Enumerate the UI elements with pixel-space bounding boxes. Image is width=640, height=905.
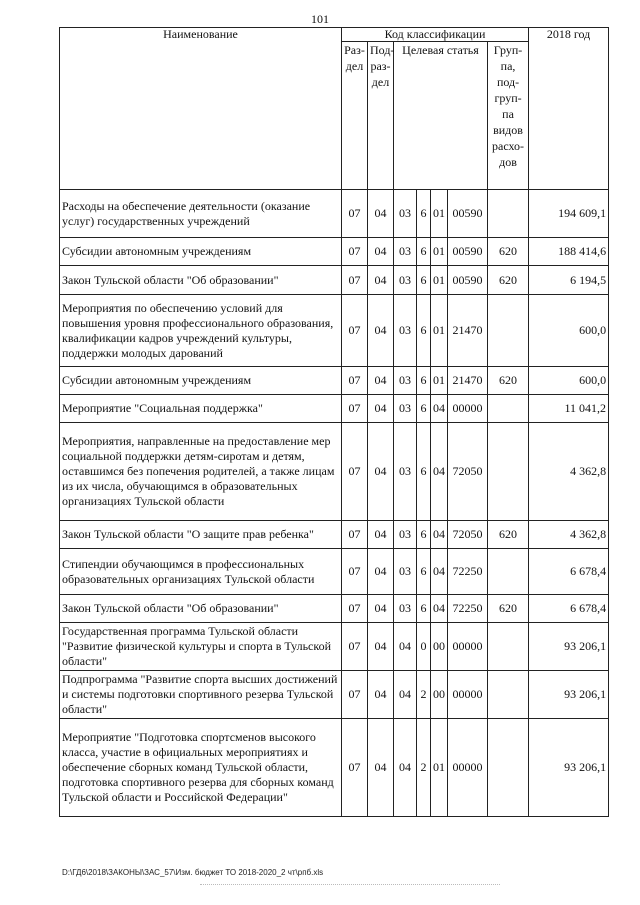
row-name: Закон Тульской области "О защите прав ребенка" <box>60 521 342 549</box>
row-name: Субсидии автономным учреждениям <box>60 367 342 395</box>
header-group: Груп- па, под- груп- па видов расхо- дов <box>488 42 529 190</box>
row-target-event: 00 <box>431 623 448 671</box>
row-amount: 188 414,6 <box>529 238 609 266</box>
row-target-event: 01 <box>431 266 448 295</box>
row-target-event: 01 <box>431 190 448 238</box>
row-razdel: 07 <box>342 266 368 295</box>
row-target-direction: 72050 <box>448 423 488 521</box>
row-name: Закон Тульской области "Об образовании" <box>60 595 342 623</box>
row-target-subprogram: 6 <box>417 367 431 395</box>
row-target-subprogram: 2 <box>417 719 431 817</box>
row-podrazdel: 04 <box>368 238 394 266</box>
table-row <box>60 367 609 395</box>
row-razdel: 07 <box>342 521 368 549</box>
row-target-direction: 00590 <box>448 266 488 295</box>
row-amount: 11 041,2 <box>529 395 609 423</box>
row-expense-group: 620 <box>488 266 529 295</box>
row-razdel: 07 <box>342 595 368 623</box>
table-row <box>60 595 609 623</box>
row-razdel: 07 <box>342 238 368 266</box>
table-row <box>60 190 609 238</box>
row-target-program: 03 <box>394 395 417 423</box>
table-row <box>60 671 609 719</box>
row-target-event: 01 <box>431 295 448 367</box>
row-name: Мероприятие "Подготовка спортсменов высокого класса, участие в официальных мероприятиях и обеспечение сборных команд Тульской области, подготовка спортивного резерва для сборных команд Тульской области и Российской Федерации" <box>60 719 342 817</box>
row-target-direction: 21470 <box>448 367 488 395</box>
row-target-subprogram: 6 <box>417 549 431 595</box>
row-amount: 194 609,1 <box>529 190 609 238</box>
row-amount: 4 362,8 <box>529 521 609 549</box>
footer-faint-line <box>200 884 500 889</box>
row-expense-group <box>488 719 529 817</box>
row-target-subprogram: 0 <box>417 623 431 671</box>
row-name: Закон Тульской области "Об образовании" <box>60 266 342 295</box>
row-target-direction: 00000 <box>448 623 488 671</box>
row-target-direction: 00590 <box>448 190 488 238</box>
header-code-group: Код классификации <box>342 28 529 42</box>
row-target-direction: 00000 <box>448 671 488 719</box>
row-expense-group <box>488 549 529 595</box>
table-row <box>60 719 609 817</box>
row-target-program: 03 <box>394 238 417 266</box>
row-expense-group: 620 <box>488 238 529 266</box>
row-expense-group: 620 <box>488 521 529 549</box>
row-target-program: 03 <box>394 423 417 521</box>
page-number: 101 <box>311 12 329 26</box>
header-razdel: Раз- дел <box>342 42 368 190</box>
row-target-direction: 00000 <box>448 719 488 817</box>
row-target-event: 01 <box>431 719 448 817</box>
header-year: 2018 год <box>529 28 609 190</box>
row-target-direction: 00590 <box>448 238 488 266</box>
header-podrazdel: Под- раз- дел <box>368 42 394 190</box>
row-name: Мероприятия, направленные на предоставление мер социальной поддержки детям-сиротам и детям, оставшимся без попечения родителей, а также лицам из их числа, обучающимся в образовательных организациях Тульской области <box>60 423 342 521</box>
row-razdel: 07 <box>342 367 368 395</box>
row-target-subprogram: 6 <box>417 595 431 623</box>
row-target-program: 03 <box>394 549 417 595</box>
row-expense-group <box>488 395 529 423</box>
row-name: Подпрограмма "Развитие спорта высших достижений и системы подготовки спортивного резерва Тульской области" <box>60 671 342 719</box>
row-target-program: 04 <box>394 719 417 817</box>
row-amount: 93 206,1 <box>529 719 609 817</box>
row-podrazdel: 04 <box>368 521 394 549</box>
row-target-event: 01 <box>431 367 448 395</box>
table-row <box>60 266 609 295</box>
row-amount: 600,0 <box>529 295 609 367</box>
row-name: Расходы на обеспечение деятельности (оказание услуг) государственных учреждений <box>60 190 342 238</box>
row-target-event: 01 <box>431 238 448 266</box>
row-expense-group: 620 <box>488 595 529 623</box>
row-amount: 6 678,4 <box>529 549 609 595</box>
row-name: Мероприятия по обеспечению условий для повышения уровня профессионального образования, квалификации кадров учреждений культуры, поддержки молодых дарований <box>60 295 342 367</box>
row-razdel: 07 <box>342 295 368 367</box>
row-name: Субсидии автономным учреждениям <box>60 238 342 266</box>
row-name: Стипендии обучающимся в профессиональных образовательных организациях Тульской области <box>60 549 342 595</box>
row-razdel: 07 <box>342 395 368 423</box>
row-razdel: 07 <box>342 623 368 671</box>
row-amount: 4 362,8 <box>529 423 609 521</box>
row-target-direction: 72250 <box>448 595 488 623</box>
row-target-direction: 21470 <box>448 295 488 367</box>
row-podrazdel: 04 <box>368 190 394 238</box>
row-podrazdel: 04 <box>368 367 394 395</box>
row-expense-group <box>488 671 529 719</box>
row-target-event: 04 <box>431 521 448 549</box>
row-podrazdel: 04 <box>368 395 394 423</box>
table-row <box>60 521 609 549</box>
row-target-subprogram: 2 <box>417 671 431 719</box>
row-razdel: 07 <box>342 549 368 595</box>
row-target-subprogram: 6 <box>417 295 431 367</box>
row-name: Мероприятие "Социальная поддержка" <box>60 395 342 423</box>
row-amount: 6 194,5 <box>529 266 609 295</box>
row-target-program: 03 <box>394 521 417 549</box>
row-amount: 93 206,1 <box>529 671 609 719</box>
row-target-event: 00 <box>431 671 448 719</box>
row-target-event: 04 <box>431 395 448 423</box>
row-podrazdel: 04 <box>368 423 394 521</box>
row-target-subprogram: 6 <box>417 521 431 549</box>
budget-table <box>59 27 609 817</box>
row-podrazdel: 04 <box>368 719 394 817</box>
row-expense-group: 620 <box>488 367 529 395</box>
table-row <box>60 295 609 367</box>
file-path-footer: D:\ГД6\2018\ЗАКОНЫ\ЗАС_57\Изм. бюджет ТО 2018-2020_2 чт\рпб.xls <box>62 868 324 877</box>
row-target-program: 03 <box>394 595 417 623</box>
row-target-program: 04 <box>394 671 417 719</box>
row-razdel: 07 <box>342 671 368 719</box>
row-target-event: 04 <box>431 549 448 595</box>
row-target-subprogram: 6 <box>417 190 431 238</box>
header-target: Целевая статья <box>394 42 488 190</box>
row-expense-group <box>488 423 529 521</box>
row-target-subprogram: 6 <box>417 238 431 266</box>
row-razdel: 07 <box>342 719 368 817</box>
row-podrazdel: 04 <box>368 295 394 367</box>
row-target-program: 04 <box>394 623 417 671</box>
row-target-event: 04 <box>431 423 448 521</box>
row-amount: 6 678,4 <box>529 595 609 623</box>
table-row <box>60 395 609 423</box>
row-podrazdel: 04 <box>368 623 394 671</box>
row-podrazdel: 04 <box>368 595 394 623</box>
row-razdel: 07 <box>342 190 368 238</box>
row-target-program: 03 <box>394 190 417 238</box>
table-body <box>60 190 609 817</box>
row-target-event: 04 <box>431 595 448 623</box>
row-target-subprogram: 6 <box>417 423 431 521</box>
row-amount: 600,0 <box>529 367 609 395</box>
row-target-program: 03 <box>394 367 417 395</box>
table-row <box>60 423 609 521</box>
row-name: Государственная программа Тульской области "Развитие физической культуры и спорта в Тульской области" <box>60 623 342 671</box>
row-podrazdel: 04 <box>368 549 394 595</box>
row-target-direction: 72050 <box>448 521 488 549</box>
header-row-top <box>60 28 609 42</box>
row-target-subprogram: 6 <box>417 266 431 295</box>
table-row <box>60 238 609 266</box>
row-expense-group <box>488 623 529 671</box>
row-expense-group <box>488 190 529 238</box>
table-row <box>60 623 609 671</box>
header-name: Наименование <box>60 28 342 190</box>
row-target-program: 03 <box>394 266 417 295</box>
row-podrazdel: 04 <box>368 671 394 719</box>
table-row <box>60 549 609 595</box>
row-razdel: 07 <box>342 423 368 521</box>
row-target-direction: 00000 <box>448 395 488 423</box>
row-target-direction: 72250 <box>448 549 488 595</box>
row-target-subprogram: 6 <box>417 395 431 423</box>
row-target-program: 03 <box>394 295 417 367</box>
row-expense-group <box>488 295 529 367</box>
row-amount: 93 206,1 <box>529 623 609 671</box>
row-podrazdel: 04 <box>368 266 394 295</box>
